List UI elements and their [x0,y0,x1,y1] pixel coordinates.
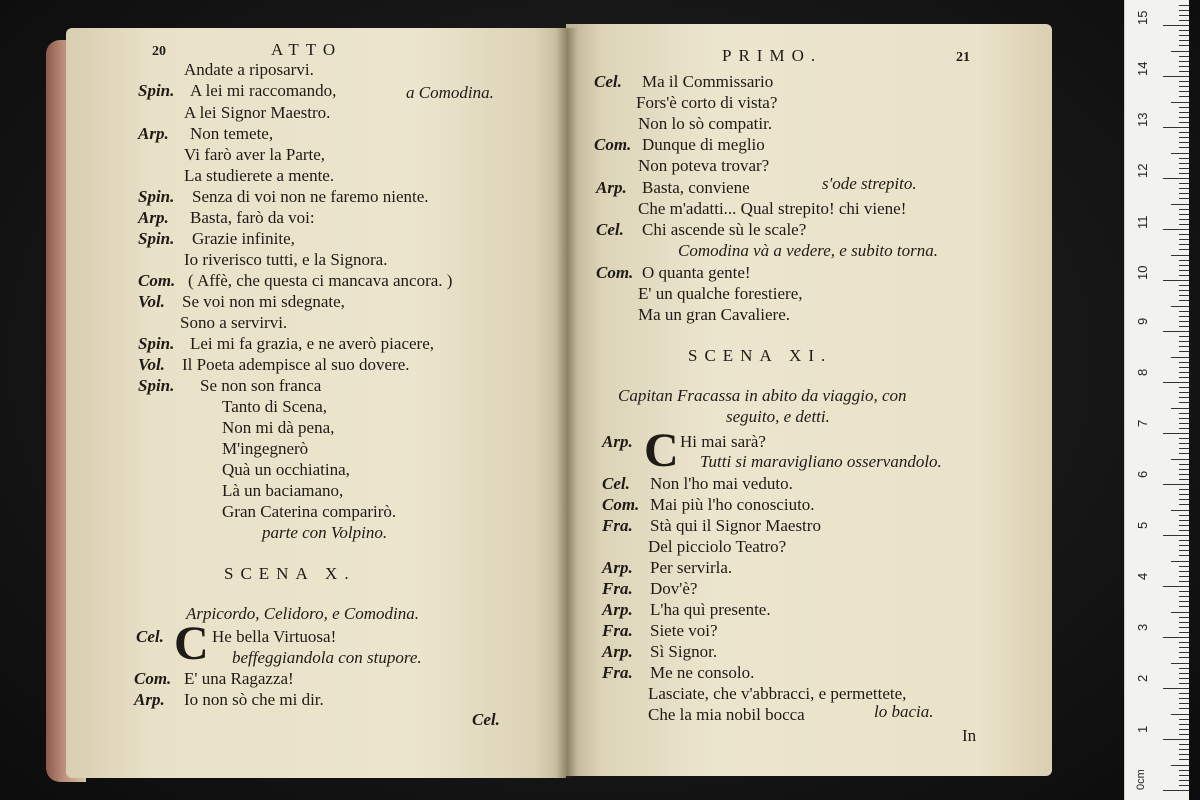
ruler-tick [1179,489,1189,490]
ruler-tick [1171,357,1189,358]
ruler-tick [1179,673,1189,674]
right-page [566,24,1052,776]
ruler-tick [1179,708,1189,709]
text-line: Non temete, [190,124,274,143]
ruler-tick [1179,117,1189,118]
ruler-tick [1179,5,1189,6]
ruler-tick [1179,362,1189,363]
ruler-tick [1179,780,1189,781]
ruler-tick [1179,91,1189,92]
text-line: Non lo sò compatir. [638,114,773,133]
text-line: Dov'è? [650,579,698,598]
speaker-label: Spin. [138,229,175,248]
ruler-tick [1179,168,1189,169]
speaker-label: Arp. [602,432,633,451]
ruler-tick [1179,35,1189,36]
text-line: Gran Caterina comparirò. [222,502,397,521]
drop-capital: C [174,617,209,670]
ruler-tick [1163,790,1189,791]
speaker-label: Fra. [602,579,633,598]
ruler-tick [1179,66,1189,67]
ruler-tick [1179,469,1189,470]
stage-direction: Comodina và a vedere, e subito torna. [678,241,938,260]
ruler-tick [1179,142,1189,143]
ruler-tick [1179,754,1189,755]
ruler-tick [1179,209,1189,210]
ruler-tick [1179,693,1189,694]
stage-direction: lo bacia. [874,702,934,721]
stage-direction: parte con Volpino. [262,523,388,542]
speaker-label: Vol. [138,355,165,374]
speaker-label: Cel. [596,220,624,239]
page-number: 20 [152,44,166,59]
text-line: He bella Virtuosa! [212,627,337,646]
text-line: E' un qualche forestiere, [638,284,803,303]
ruler-label: 14 [1135,61,1150,76]
ruler-tick [1179,724,1189,725]
scene-title: SCENA X. [224,564,356,583]
ruler-tick [1179,601,1189,602]
ruler-label: 6 [1135,470,1150,478]
ruler-tick [1171,561,1189,562]
ruler-tick [1179,45,1189,46]
ruler-tick [1171,408,1189,409]
ruler-tick [1179,234,1189,235]
ruler-tick [1179,61,1189,62]
ruler-tick [1179,193,1189,194]
ruler-tick [1171,153,1189,154]
catchword: Cel. [472,710,500,729]
text-line: Andate a riposarvi. [184,60,314,79]
ruler-tick [1179,214,1189,215]
ruler-tick [1179,397,1189,398]
ruler-tick [1179,402,1189,403]
ruler-label: 4 [1135,572,1150,580]
ruler-tick [1179,443,1189,444]
page-number: 21 [956,50,970,65]
text-line: Sì Signor. [650,642,718,661]
ruler-tick [1171,102,1189,103]
text-line: Tanto di Scena, [222,397,328,416]
text-line: M'ingegnerò [222,439,309,458]
stage-direction: a Comodina. [406,83,494,102]
ruler-tick [1163,280,1189,281]
ruler-tick [1179,744,1189,745]
ruler-tick [1179,453,1189,454]
ruler-tick [1179,341,1189,342]
speaker-label: Spin. [138,334,175,353]
text-line: A lei mi raccomando, [190,81,337,100]
text-line: Basta, conviene [642,178,750,197]
speaker-label: Arp. [134,690,165,709]
ruler-label: 3 [1135,623,1150,631]
ruler-tick [1171,306,1189,307]
speaker-label: Com. [596,263,634,282]
speaker-label: Com. [134,669,172,688]
ruler-tick [1179,530,1189,531]
ruler-tick [1179,617,1189,618]
ruler-tick [1179,596,1189,597]
ruler-tick [1171,510,1189,511]
ruler-tick [1179,249,1189,250]
scene-title: SCENA XI. [688,346,833,365]
ruler-tick [1179,591,1189,592]
ruler-tick [1179,464,1189,465]
text-line: La studierete a mente. [184,166,335,185]
ruler-label: 11 [1135,215,1150,229]
ruler-tick [1179,260,1189,261]
ruler-tick [1179,321,1189,322]
ruler-tick [1179,678,1189,679]
ruler-label: 13 [1135,112,1150,127]
book-gutter [556,28,578,778]
ruler-label: 5 [1135,521,1150,529]
ruler-tick [1179,270,1189,271]
text-line: Sono a servirvi. [180,313,288,332]
ruler-tick [1163,178,1189,179]
ruler-tick [1179,652,1189,653]
text-line: Hi mai sarà? [680,432,766,451]
ruler-tick [1179,555,1189,556]
ruler-tick [1179,239,1189,240]
ruler-tick [1179,285,1189,286]
ruler-tick [1179,698,1189,699]
text-line: Basta, farò da voi: [190,208,315,227]
ruler-tick [1163,76,1189,77]
text-line: Non poteva trovar? [638,156,770,175]
speaker-label: Arp. [596,178,627,197]
ruler-tick [1179,448,1189,449]
ruler-tick [1179,71,1189,72]
speaker-label: Cel. [594,72,622,91]
ruler-label: 2 [1135,674,1150,682]
ruler-tick [1179,550,1189,551]
ruler-unit: 0cm [1135,769,1147,790]
ruler-tick [1179,438,1189,439]
text-line: Dunque di meglio [642,135,765,154]
ruler-tick [1179,137,1189,138]
ruler-tick [1179,785,1189,786]
ruler-tick [1179,413,1189,414]
text-line: Me ne consolo. [650,663,755,682]
text-line: Là un baciamano, [222,481,344,500]
ruler-tick [1179,20,1189,21]
ruler-tick [1179,474,1189,475]
text-line: Mai più l'ho conosciuto. [650,495,815,514]
ruler-tick [1179,545,1189,546]
ruler-tick [1179,183,1189,184]
text-line: L'ha quì presente. [650,600,771,619]
speaker-label: Fra. [602,516,633,535]
ruler-tick [1179,540,1189,541]
ruler-tick [1179,377,1189,378]
ruler-tick [1179,423,1189,424]
ruler-tick [1179,265,1189,266]
ruler-tick [1179,494,1189,495]
speaker-label: Vol. [138,292,165,311]
speaker-label: Cel. [136,627,164,646]
ruler-tick [1179,15,1189,16]
text-line: Che la mia nobil bocca [648,705,805,724]
ruler-tick [1179,606,1189,607]
ruler-tick [1179,40,1189,41]
ruler-tick [1163,484,1189,485]
ruler-tick [1163,739,1189,740]
speaker-label: Fra. [602,663,633,682]
running-head: PRIMO. [722,46,823,65]
ruler-tick [1179,622,1189,623]
text-line: A lei Signor Maestro. [184,103,331,122]
speaker-label: Arp. [602,642,633,661]
ruler-tick [1179,107,1189,108]
ruler-tick [1179,642,1189,643]
running-head: ATTO [271,40,343,59]
ruler-tick [1163,586,1189,587]
ruler-tick [1179,719,1189,720]
ruler-tick [1179,336,1189,337]
ruler-tick [1179,729,1189,730]
ruler-tick [1179,198,1189,199]
ruler-label: 1 [1135,725,1150,733]
speaker-label: Arp. [602,558,633,577]
ruler-tick [1171,663,1189,664]
ruler-tick [1179,525,1189,526]
ruler-tick [1179,56,1189,57]
text-line: Ma un gran Cavaliere. [638,305,790,324]
text-line: Senza di voi non ne faremo niente. [192,187,429,206]
ruler-tick [1179,479,1189,480]
text-line: Quà un occhiatina, [222,460,350,479]
text-line: Ma il Commissario [642,72,774,91]
ruler-tick [1179,775,1189,776]
text-line: Lei mi fa grazia, e ne averò piacere, [190,334,434,353]
ruler-tick [1163,433,1189,434]
ruler-tick [1179,428,1189,429]
ruler-tick [1179,581,1189,582]
ruler-tick [1179,627,1189,628]
ruler-tick [1179,96,1189,97]
ruler-tick [1179,147,1189,148]
stage-direction: Tutti si maravigliano osservandolo. [700,452,942,471]
ruler-tick [1179,520,1189,521]
ruler-tick [1179,158,1189,159]
ruler-tick [1179,132,1189,133]
ruler-tick [1171,765,1189,766]
stage-direction: s'ode strepito. [822,174,917,193]
ruler-tick [1179,367,1189,368]
text-line: Siete voi? [650,621,718,640]
text-line: E' una Ragazza! [184,669,294,688]
measuring-ruler [1124,0,1189,800]
catchword: In [962,726,977,745]
speaker-label: Com. [594,135,632,154]
ruler-label: 7 [1135,419,1150,427]
scene-characters: seguito, e detti. [726,407,830,426]
ruler-tick [1163,229,1189,230]
speaker-label: Spin. [138,376,175,395]
ruler-label: 9 [1135,317,1150,325]
ruler-tick [1179,418,1189,419]
text-line: Fors'è corto di vista? [636,93,778,112]
text-line: Se voi non mi sdegnate, [182,292,345,311]
ruler-tick [1179,647,1189,648]
ruler-tick [1179,576,1189,577]
ruler-tick [1179,387,1189,388]
ruler-tick [1179,703,1189,704]
ruler-tick [1179,316,1189,317]
ruler-tick [1179,10,1189,11]
drop-capital: C [644,424,679,477]
speaker-label: Com. [138,271,176,290]
ruler-tick [1179,571,1189,572]
scene-characters: Arpicordo, Celidoro, e Comodina. [186,604,419,623]
ruler-tick [1179,163,1189,164]
ruler-tick [1179,668,1189,669]
text-line: Se non son franca [200,376,322,395]
ruler-tick [1179,275,1189,276]
text-line: Non mi dà pena, [222,418,335,437]
text-line: Non l'ho mai veduto. [650,474,793,493]
text-line: Che m'adatti... Qual strepito! chi viene! [638,199,907,218]
ruler-label: 12 [1135,163,1150,178]
ruler-tick [1163,535,1189,536]
text-line: Per servirla. [650,558,733,577]
ruler-tick [1179,632,1189,633]
speaker-label: Arp. [138,124,169,143]
ruler-tick [1179,504,1189,505]
ruler-tick [1179,326,1189,327]
ruler-tick [1179,112,1189,113]
ruler-tick [1179,311,1189,312]
text-line: Chi ascende sù le scale? [642,220,807,239]
ruler-tick [1179,300,1189,301]
ruler-tick [1179,372,1189,373]
left-page [66,28,566,778]
ruler-tick [1171,51,1189,52]
text-line: ( Affè, che questa ci mancava ancora. ) [188,271,453,290]
text-line: Del picciolo Teatro? [648,537,787,556]
text-line: Vi farò aver la Parte, [184,145,326,164]
text-line: Il Poeta adempisce al suo dovere. [182,355,410,374]
ruler-tick [1179,173,1189,174]
ruler-tick [1179,734,1189,735]
ruler-tick [1179,770,1189,771]
ruler-label: 15 [1135,10,1150,25]
speaker-label: Fra. [602,621,633,640]
ruler-tick [1171,714,1189,715]
text-line: Io non sò che mi dir. [184,690,324,709]
ruler-tick [1179,566,1189,567]
ruler-tick [1163,382,1189,383]
ruler-tick [1163,127,1189,128]
ruler-tick [1179,683,1189,684]
ruler-tick [1179,657,1189,658]
stage-direction: beffeggiandola con stupore. [232,648,422,667]
ruler-tick [1179,515,1189,516]
speaker-label: Cel. [602,474,630,493]
ruler-tick [1179,290,1189,291]
ruler-label: 8 [1135,368,1150,376]
text-line: Lasciate, che v'abbracci, e permettete, [648,684,907,703]
speaker-label: Arp. [138,208,169,227]
text-line: Stà qui il Signor Maestro [650,516,821,535]
ruler-tick [1163,688,1189,689]
ruler-tick [1179,351,1189,352]
scene-characters: Capitan Fracassa in abito da viaggio, con [618,386,907,405]
speaker-label: Spin. [138,187,175,206]
ruler-tick [1179,30,1189,31]
ruler-tick [1163,331,1189,332]
ruler-tick [1179,219,1189,220]
ruler-tick [1171,255,1189,256]
text-line: Io riverisco tutti, e la Signora. [184,250,388,269]
ruler-tick [1179,81,1189,82]
ruler-tick [1179,499,1189,500]
ruler-tick [1171,459,1189,460]
ruler-tick [1179,188,1189,189]
text-line: Grazie infinite, [192,229,295,248]
ruler-tick [1163,637,1189,638]
ruler-tick [1179,749,1189,750]
ruler-tick [1179,122,1189,123]
ruler-tick [1171,612,1189,613]
text-line: O quanta gente! [642,263,751,282]
speaker-label: Com. [602,495,640,514]
ruler-tick [1179,346,1189,347]
speaker-label: Arp. [602,600,633,619]
ruler-tick [1179,244,1189,245]
ruler-tick [1163,25,1189,26]
ruler-tick [1179,86,1189,87]
ruler-tick [1179,392,1189,393]
ruler-tick [1179,759,1189,760]
ruler-tick [1179,224,1189,225]
ruler-tick [1179,295,1189,296]
ruler-label: 10 [1135,265,1150,280]
speaker-label: Spin. [138,81,175,100]
ruler-tick [1171,204,1189,205]
